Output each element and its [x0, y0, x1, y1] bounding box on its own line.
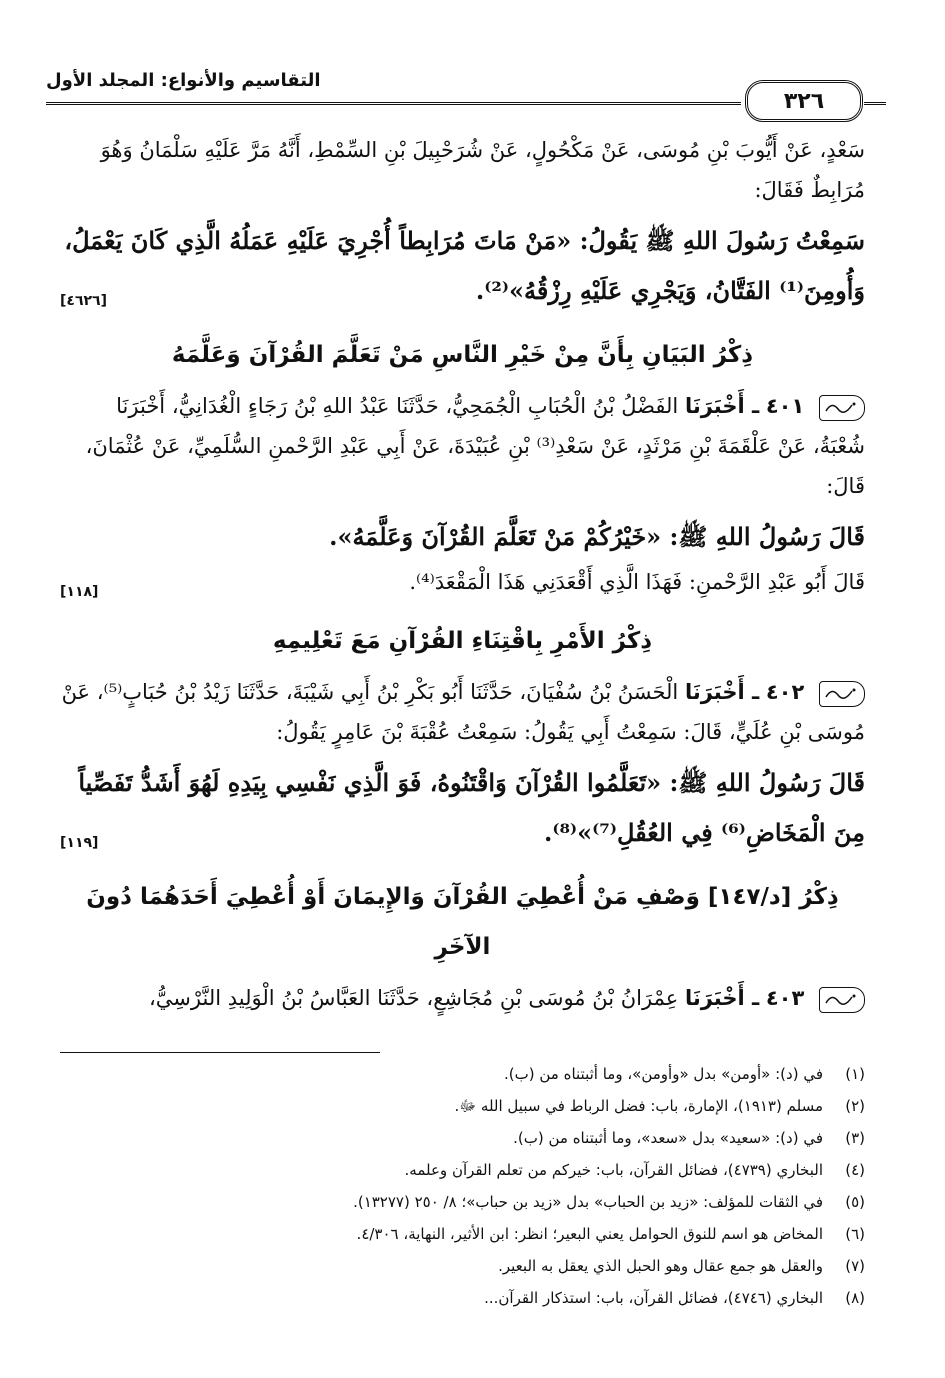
header-rule	[46, 102, 741, 105]
footnote	[60, 1090, 865, 1122]
footnote-text: البخاري (٤٧٣٩)، فضائل القرآن، باب: خيركم من تعلم القرآن وعلمه.	[404, 1161, 823, 1179]
manuscript-marker-icon	[819, 681, 865, 707]
footnote-number: (٥)	[845, 1193, 865, 1211]
footnote	[60, 1186, 865, 1218]
running-title: التقاسيم والأنواع: المجلد الأول	[46, 70, 321, 91]
hadith-matn: قَالَ رَسُولُ اللهِ ﷺ: «تَعَلَّمُوا القُرْآنَ وَاقْتَنُوهُ، فَوَ الَّذِي نَفْسِي بِيَدِهِ لَهُوَ أَشَدُّ تَفَصِّياً مِنَ الْمَخَاضِ⁽⁶⁾ فِي العُقُلِ⁽⁷⁾»⁽⁸⁾.	[78, 768, 865, 847]
chapter-heading: ذِكْرُ البَيَانِ بِأَنَّ مِنْ خَيْرِ النَّاسِ مَنْ تَعَلَّمَ القُرْآنَ وَعَلَّمَهُ	[171, 342, 754, 368]
hadith-402-isnad	[60, 672, 865, 752]
footnote-number: (٢)	[845, 1097, 865, 1115]
chapter-heading: ذِكْرُ [د/١٤٧] وَصْفِ مَنْ أُعْطِيَ القُرْآنَ وَالإِيمَانَ أَوْ أُعْطِيَ أَحَدَهُمَا دُونَ الآخَرِ	[86, 884, 839, 960]
footnote	[60, 1058, 865, 1090]
akhbarana-label: ـ أَخْبَرَنَا	[684, 394, 760, 418]
hadith-number: ٤٠٢	[765, 680, 805, 704]
header-rule-short	[864, 102, 886, 105]
cross-reference: [١١٨]	[60, 584, 99, 600]
footnotes	[60, 1058, 865, 1314]
comment-text: قَالَ أَبُو عَبْدِ الرَّحْمنِ: فَهَذَا الَّذِي أَقْعَدَنِي هَذَا الْمَقْعَدَ⁽⁴⁾.	[409, 570, 865, 594]
footnote-text: في الثقات للمؤلف: «زيد بن الحباب» بدل «زيد بن حباب»؛ ٨/ ٢٥٠ (١٣٢٧٧).	[353, 1193, 823, 1211]
footnote-number: (٧)	[845, 1257, 865, 1275]
manuscript-marker-icon	[819, 987, 865, 1013]
hadith-number: ٤٠٣	[765, 986, 805, 1010]
footnote-text: في (د): «سعيد» بدل «سعد»، وما أثبتناه من (ب).	[513, 1129, 823, 1147]
footnote-text: مسلم (١٩١٣)، الإمارة، باب: فضل الرباط في سبيل الله ﷻ.	[454, 1097, 823, 1115]
narrator-comment	[60, 562, 865, 602]
footnote-number: (١)	[845, 1065, 865, 1083]
footnote	[60, 1282, 865, 1314]
footnote	[60, 1122, 865, 1154]
footnote-text: البخاري (٤٧٤٦)، فضائل القرآن، باب: استذكار القرآن...	[484, 1289, 823, 1307]
page-header	[40, 62, 885, 122]
akhbarana-label: ـ أَخْبَرَنَا	[684, 680, 760, 704]
hadith-text	[60, 758, 865, 858]
footnote-separator	[60, 1052, 380, 1053]
footnote-number: (٨)	[845, 1289, 865, 1307]
cross-reference: [٤٦٢٦]	[60, 293, 107, 309]
footnote-number: (٣)	[845, 1129, 865, 1147]
footnote-text: والعقل هو جمع عقال وهو الحبل الذي يعقل به البعير.	[498, 1257, 823, 1275]
isnad-text: الفَضْلُ بْنُ الْحُبَابِ الْجُمَحِيُّ، حَدَّثَنَا عَبْدُ اللهِ بْنُ رَجَاءٍ الْغُدَانِيُّ، أَخْبَرَنَا شُعْبَةُ، عَنْ عَلْقَمَةَ بْنِ مَرْثَدٍ، عَنْ سَعْدِ⁽³⁾ بْنِ عُبَيْدَةَ، عَنْ أَبِي عَبْدِ الرَّحْمنِ السُّلَمِيِّ، عَنْ عُثْمَانَ، قَالَ:	[85, 394, 865, 498]
main-text	[60, 130, 865, 1018]
isnad-paragraph: سَعْدٍ، عَنْ أَيُّوبَ بْنِ مُوسَى، عَنْ مَكْحُولٍ، عَنْ شُرَحْبِيلَ بْنِ السِّمْطِ، أَنَّهُ مَرَّ عَلَيْهِ سَلْمَانُ وَهُوَ مُرَابِطٌ فَقَالَ:	[100, 138, 865, 202]
hadith-matn: سَمِعْتُ رَسُولَ اللهِ ﷺ يَقُولُ: «مَنْ مَاتَ مُرَابِطاً أُجْرِيَ عَلَيْهِ عَمَلُهُ الَّذِي كَانَ يَعْمَلُ، وَأُومِنَ⁽¹⁾ الفَتَّانُ، وَيَجْرِي عَلَيْهِ رِزْقُهُ»⁽²⁾.	[64, 226, 865, 305]
isnad-text: عِمْرَانُ بْنُ مُوسَى بْنِ مُجَاشِعٍ، حَدَّثَنَا العَبَّاسُ بْنُ الْوَلِيدِ النَّرْسِيُّ،	[149, 986, 679, 1010]
chapter-heading: ذِكْرُ الأَمْرِ بِاقْتِنَاءِ القُرْآنِ مَعَ تَعْلِيمِهِ	[272, 628, 653, 654]
page-number: ٣٢٦	[745, 80, 863, 122]
hadith-number: ٤٠١	[765, 394, 805, 418]
akhbarana-label: ـ أَخْبَرَنَا	[684, 986, 760, 1010]
cross-reference: [١١٩]	[60, 835, 99, 851]
footnote-number: (٤)	[845, 1161, 865, 1179]
isnad-text: الْحَسَنُ بْنُ سُفْيَانَ، حَدَّثَنَا أَبُو بَكْرِ بْنُ أَبِي شَيْبَةَ، حَدَّثَنَا زَيْدُ بْنُ حُبَابٍ⁽⁵⁾، عَنْ مُوسَى بْنِ عُلَيٍّ، قَالَ: سَمِعْتُ أَبِي يَقُولُ: سَمِعْتُ عُقْبَةَ بْنَ عَامِرٍ يَقُولُ:	[61, 680, 865, 744]
hadith-text	[60, 216, 865, 316]
hadith-401-isnad	[60, 386, 865, 506]
hadith-403-isnad	[60, 978, 865, 1018]
manuscript-marker-icon	[819, 395, 865, 421]
footnote-text: في (د): «أومن» بدل «وأومن»، وما أثبتناه من (ب).	[504, 1065, 823, 1083]
footnote-text: المخاض هو اسم للنوق الحوامل يعني البعير؛ انظر: ابن الأثير، النهاية، ٤/٣٠٦.	[356, 1225, 823, 1243]
hadith-text: قَالَ رَسُولُ اللهِ ﷺ: «خَيْرُكُمْ مَنْ تَعَلَّمَ القُرْآنَ وَعَلَّمَهُ».	[329, 522, 865, 551]
footnote-number: (٦)	[845, 1225, 865, 1243]
footnote	[60, 1154, 865, 1186]
footnote	[60, 1218, 865, 1250]
footnote	[60, 1250, 865, 1282]
